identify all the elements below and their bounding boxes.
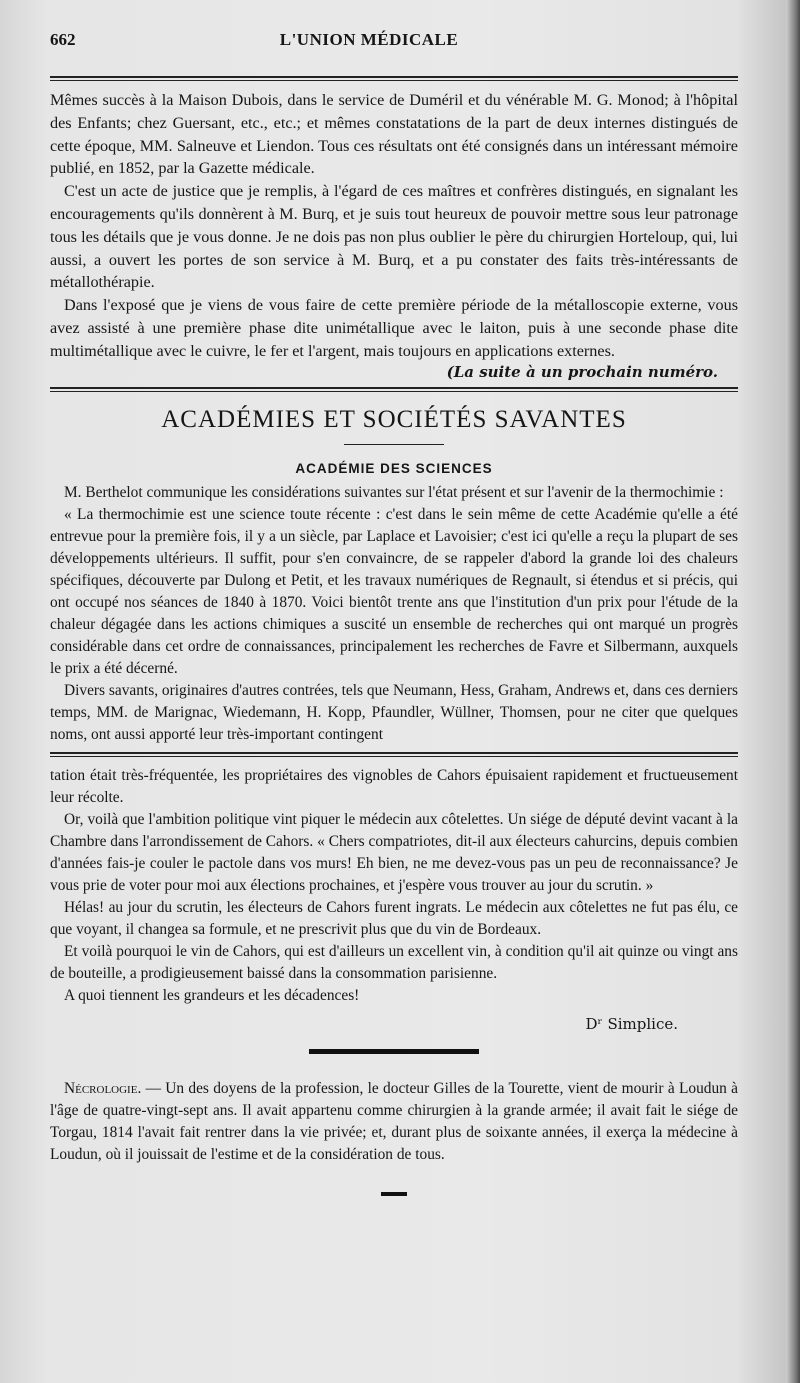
section-rule bbox=[50, 387, 738, 392]
section-paragraph: « La thermochimie est une science toute récente : c'est dans le sein même de cette Académie qu'elle a été entrevue pour la première fois, il y a un siècle, par Laplace et Lavoisier; c'est ici qu'elle a reçu la plupart de ses développements ultérieurs. Il suffit, pour s'en convaincre, de se rappeler d'abord la grande loi des chaleurs spécifiques, découverte par Dulong et Petit, et les travaux numériques de Regnault, si étendus et si précis, qui ont occupé nos séances de 1840 à 1870. Voici bientôt trente ans que l'institution d'un prix pour l'étude de la chaleur dégagée dans les actions chimiques a suscité un ensemble de recherches qui ont marqué un progrès considérable dans cet ordre de connaissances, principalement les recherches de Favre et Silbermann, auxquels le prix a été décerné. bbox=[50, 505, 738, 677]
academies-section bbox=[50, 406, 738, 746]
page-number: 662 bbox=[50, 30, 76, 49]
necrology bbox=[50, 1078, 738, 1166]
article-paragraph: Mêmes succès à la Maison Dubois, dans le service de Duméril et du vénérable M. G. Monod; à l'hôpital des Enfants; chez Guersant, etc., etc.; et mêmes constatations de la part de deux internes distingués de cette époque, MM. Salneuve et Liendon. Tous ces résultats ont été consignés dans un intéressant mémoire publié, en 1852, par la Gazette médicale. bbox=[50, 91, 738, 178]
feuilleton-paragraph: Hélas! au jour du scrutin, les électeurs de Cahors furent ingrats. Le médecin aux côtelettes ne fut pas élu, ce que voyant, il changea sa formule, et ne prescrivit plus que du vin de Bordeaux. bbox=[50, 898, 738, 938]
end-mark bbox=[381, 1192, 407, 1196]
feuilleton-paragraph: Or, voilà que l'ambition politique vint piquer le médecin aux côtelettes. Un siége de député devint vacant à la Chambre dans l'arrondissement de Cahors. « Chers compatriotes, dit-il aux électeurs cahurcins, depuis combien d'années fais-je couler le pactole dans vos murs! Eh bien, ne me devez-vous pas un peu de reconnaissance? Je vous prie de voter pour moi aux élections prochaines, et j'espère vous trouver au jour du scrutin. » bbox=[50, 810, 738, 894]
feuilleton-rule bbox=[50, 752, 738, 757]
page-header bbox=[50, 30, 738, 70]
necrology-text: — Un des doyens de la profession, le docteur Gilles de la Tourette, vient de mourir à Loudun à l'âge de quatre-vingt-sept ans. Il avait appartenu comme chirurgien à la grande armée; il avait fait le siége de Torgau, 1814 l'avait fait rentrer dans la vie privée; et, durant plus de soixante années, il exerça la médecine à Loudun, où il jouissait de l'estime et de la considération de tous. bbox=[50, 1079, 738, 1163]
header-rule bbox=[50, 76, 738, 81]
running-title: L'UNION MÉDICALE bbox=[279, 30, 459, 49]
article-end bbox=[50, 89, 738, 381]
feuilleton-paragraph: tation était très-fréquentée, les propriétaires des vignobles de Cahors épuisaient rapidement et fructueusement leur récolte. bbox=[50, 766, 738, 806]
article-paragraph: C'est un acte de justice que je remplis, à l'égard de ces maîtres et confrères distingués, en signalant les encouragements qu'ils donnèrent à M. Burq, et je suis tout heureux de pouvoir mettre sous leur patronage tous les détails que je vous donne. Je ne dois pas non plus oublier le père du chirurgien Horteloup, qui, lui aussi, a ouvert les portes de son service à M. Burq, et a pu constater des faits très-intéressants de métallothérapie. bbox=[50, 182, 738, 292]
separator-rule bbox=[309, 1049, 479, 1054]
page-edge-shadow bbox=[786, 0, 800, 1383]
section-paragraph: M. Berthelot communique les considérations suivantes sur l'état présent et sur l'avenir de la thermochimie : bbox=[64, 483, 724, 501]
section-title: ACADÉMIES ET SOCIÉTÉS SAVANTES bbox=[161, 405, 627, 433]
necrology-label: Nécrologie. bbox=[64, 1079, 142, 1097]
title-underline bbox=[344, 444, 444, 445]
feuilleton-paragraph: A quoi tiennent les grandeurs et les décadences! bbox=[64, 986, 360, 1004]
feuilleton bbox=[50, 765, 738, 1033]
section-paragraph: Divers savants, originaires d'autres contrées, tels que Neumann, Hess, Graham, Andrews et, dans ces derniers temps, MM. de Marignac, Wiedemann, H. Kopp, Pfaundler, Wüllner, Thomsen, pour ne citer que quelques noms, ont aussi apporté leur très-important contingent bbox=[50, 681, 738, 743]
subsection-title: ACADÉMIE DES SCIENCES bbox=[295, 460, 493, 476]
author-signature: Dʳ Simplice. bbox=[585, 1014, 678, 1033]
feuilleton-paragraph: Et voilà pourquoi le vin de Cahors, qui est d'ailleurs un excellent vin, à condition qu'il ait quinze ou vingt ans de bouteille, a prodigieusement baissé dans la consommation parisienne. bbox=[50, 942, 738, 982]
article-paragraph: Dans l'exposé que je viens de vous faire de cette première période de la métalloscopie externe, vous avez assisté à une première phase dite unimétallique avec le laiton, puis à une seconde phase dite multimétallique avec le cuivre, le fer et l'argent, mais toujours en applications externes. bbox=[50, 296, 738, 360]
continuation-note: (La suite à un prochain numéro. bbox=[446, 362, 718, 381]
